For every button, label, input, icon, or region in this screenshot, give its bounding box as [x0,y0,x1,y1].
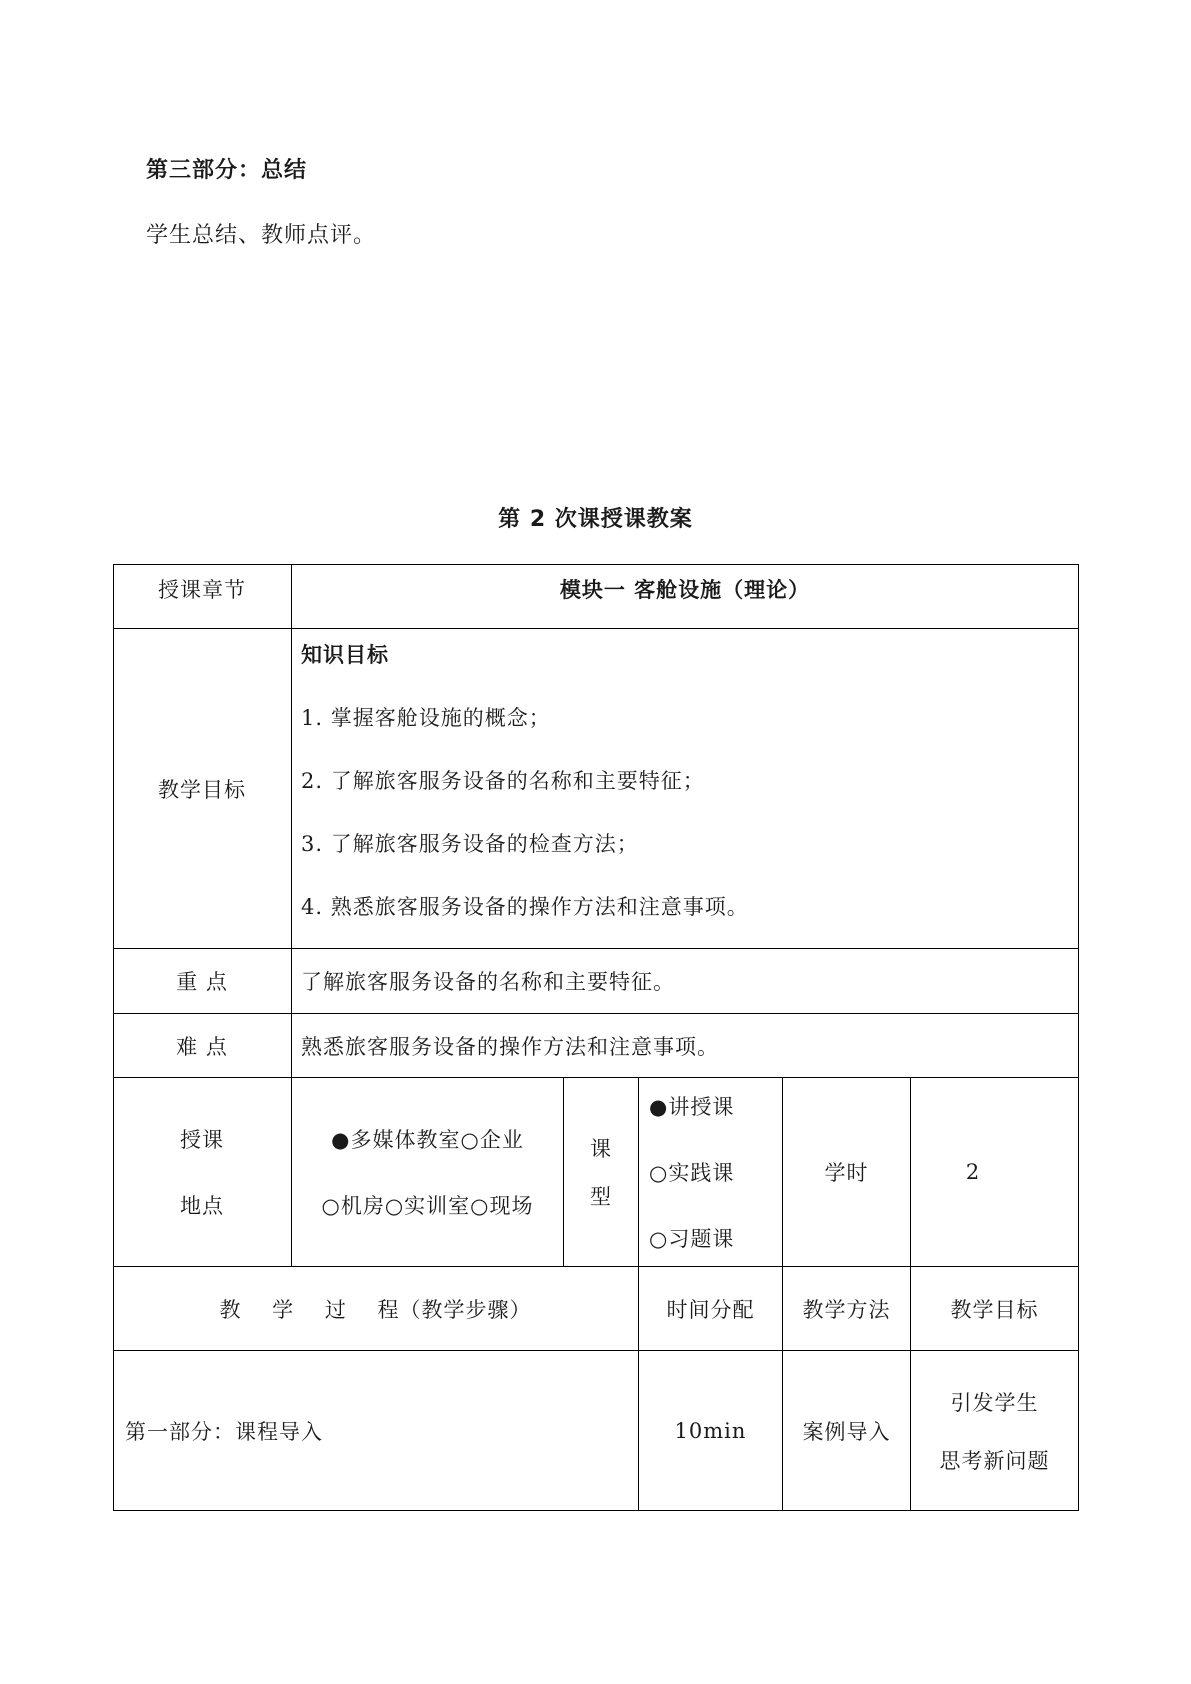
type-options [649,1078,782,1266]
difficulty-label: 难 点 [176,1034,228,1059]
location-label-line1: 授课 [180,1128,224,1152]
location-options-line1: ●多媒体教室○企业 [331,1128,524,1152]
table-border-bottom [113,1510,1079,1511]
objectives-label: 教学目标 [158,777,246,802]
step-intro: 第一部分：课程导入 [125,1419,323,1444]
section-heading: 第三部分：总结 [146,158,308,183]
type-label-line2: 型 [590,1185,612,1209]
location-label [113,1078,291,1266]
chapter-label: 授课章节 [158,578,246,602]
time-header: 时间分配 [666,1297,755,1322]
step-intro-method: 案例导入 [802,1419,891,1444]
step-intro-goal-line1: 引发学生 [950,1390,1039,1415]
type-option-lecture: ●讲授课 [649,1095,735,1119]
hours-value: 2 [965,1160,981,1184]
objective-item: 4. 熟悉旅客服务设备的操作方法和注意事项。 [301,895,749,919]
chapter-value: 模块一 客舱设施（理论） [559,578,811,602]
lesson-plan-table [113,564,1079,1511]
method-header: 教学方法 [802,1297,891,1322]
difficulty-value: 熟悉旅客服务设备的操作方法和注意事项。 [301,1034,719,1059]
type-label [564,1078,638,1266]
objective-item: 1. 掌握客舱设施的概念； [301,706,551,730]
location-options-line2: ○机房○实训室○现场 [321,1194,534,1218]
type-option-exercise: ○习题课 [649,1227,735,1251]
step-intro-goal-line2: 思考新问题 [939,1448,1050,1473]
process-header: 教 学 过 程（教学步骤） [219,1297,532,1322]
table-border-right [1078,564,1079,1511]
key-point-value: 了解旅客服务设备的名称和主要特征。 [301,970,675,994]
lesson-plan-title: 第 2 次课授课教案 [498,507,693,532]
type-option-practice: ○实践课 [649,1161,735,1185]
objective-item: 3. 了解旅客服务设备的检查方法； [301,832,639,856]
location-label-line2: 地点 [180,1194,224,1218]
objective-item: 2. 了解旅客服务设备的名称和主要特征； [301,769,705,793]
step-intro-goal [911,1351,1078,1510]
col-divider [638,1077,639,1266]
type-label-line1: 课 [590,1137,612,1161]
hours-label: 学时 [824,1161,869,1185]
step-intro-time: 10min [674,1418,747,1443]
section-body-text: 学生总结、教师点评。 [146,223,377,248]
location-options [292,1078,563,1266]
goal-header: 教学目标 [950,1297,1039,1322]
knowledge-heading: 知识目标 [301,643,389,667]
key-point-label: 重 点 [176,970,228,994]
